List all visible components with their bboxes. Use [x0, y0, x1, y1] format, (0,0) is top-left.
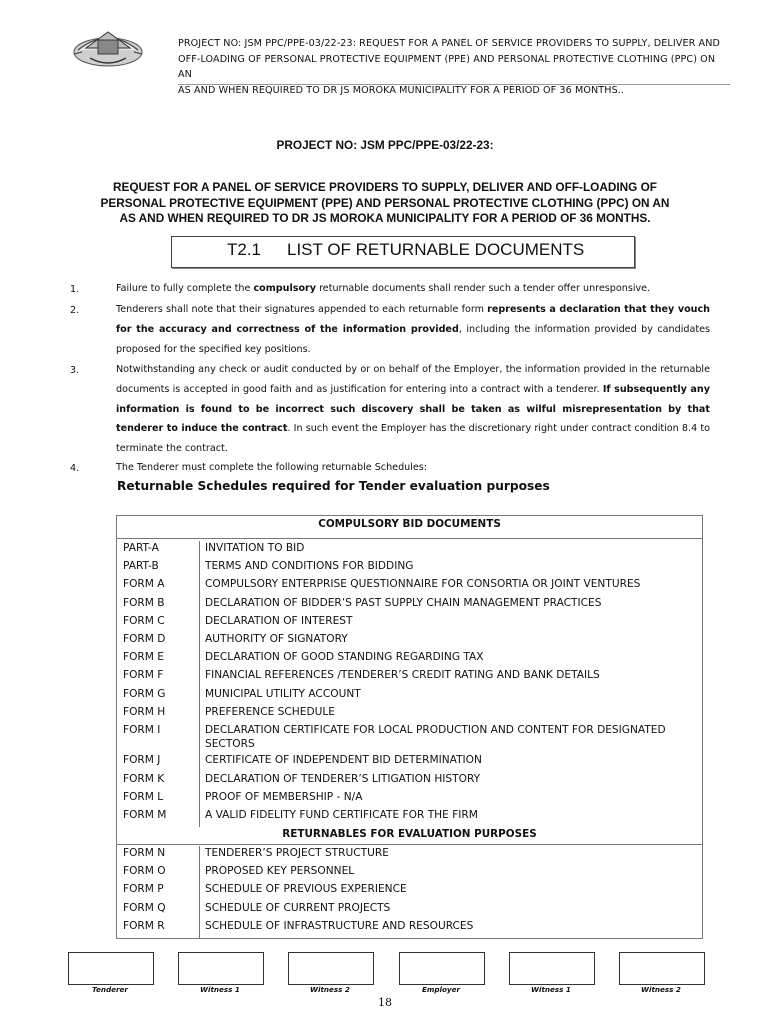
form-description: DECLARATION OF BIDDER’S PAST SUPPLY CHAIN MANAGEMENT PRACTICES — [205, 596, 602, 609]
request-line-1: REQUEST FOR A PANEL OF SERVICE PROVIDERS TO SUPPLY, DELIVER AND OFF-LOADING OF — [112, 180, 658, 194]
form-code: FORM E — [123, 651, 164, 664]
item-text-plain: Failure to fully complete the — [116, 283, 254, 294]
form-code: PART-B — [123, 560, 159, 573]
table-row — [117, 560, 702, 578]
table-row — [117, 809, 702, 827]
form-description: SCHEDULE OF PREVIOUS EXPERIENCE — [205, 883, 407, 896]
form-code: FORM I — [123, 724, 161, 736]
form-description: MUNICIPAL UTILITY ACCOUNT — [205, 687, 361, 700]
returnable-documents-table — [116, 515, 703, 939]
municipality-crest-logo — [68, 22, 148, 72]
table-column-separator — [199, 882, 200, 901]
item-text — [116, 279, 710, 299]
item-text-plain: The Tenderer must complete the following returnable Schedules: — [116, 462, 428, 473]
signature-label: Witness 1 — [531, 985, 571, 994]
table-row — [117, 754, 702, 772]
table-row — [117, 615, 702, 633]
form-code: FORM R — [123, 919, 165, 932]
table-column-separator — [199, 808, 200, 827]
table-row — [117, 902, 702, 920]
form-description: DECLARATION OF INTEREST — [205, 614, 353, 627]
signature-label: Witness 2 — [310, 985, 350, 994]
page-number: 18 — [378, 996, 392, 1009]
form-code: FORM D — [123, 633, 166, 645]
request-line-3: AS AND WHEN REQUIRED TO DR JS MOROKA MUNICIPALITY FOR A PERIOD OF 36 MONTHS. — [119, 211, 651, 225]
signature-label: Employer — [421, 985, 461, 994]
table-row — [117, 847, 702, 865]
item-text — [116, 300, 710, 359]
schedules-heading: Returnable Schedules required for Tender evaluation purposes — [117, 479, 550, 493]
form-code: FORM L — [123, 790, 164, 803]
form-code: FORM K — [123, 772, 165, 785]
form-code: PART-A — [123, 542, 159, 554]
table-row — [117, 578, 702, 596]
item-text — [116, 360, 710, 459]
table-row — [117, 651, 702, 669]
form-description: DECLARATION OF GOOD STANDING REGARDING TAX — [205, 651, 484, 664]
table-row — [117, 688, 702, 706]
item-text-plain: returnable documents shall render such a tender offer unresponsive. — [316, 283, 651, 294]
signature-box[interactable] — [509, 952, 595, 985]
header-rule — [178, 84, 730, 85]
form-code: FORM F — [123, 669, 164, 682]
form-code: FORM N — [123, 847, 166, 859]
form-description: PREFERENCE SCHEDULE — [205, 705, 335, 718]
table-column-separator — [199, 559, 200, 578]
form-description: TERMS AND CONDITIONS FOR BIDDING — [205, 560, 414, 573]
table-column-separator — [199, 753, 200, 772]
table-heading-evaluation: RETURNABLES FOR EVALUATION PURPOSES — [282, 828, 537, 840]
table-column-separator — [199, 901, 200, 920]
table-column-separator — [199, 790, 200, 809]
table-column-separator — [199, 650, 200, 669]
form-description: CERTIFICATE OF INDEPENDENT BID DETERMINATION — [205, 754, 482, 767]
item-number: 1. — [70, 284, 80, 295]
section-title: LIST OF RETURNABLE DOCUMENTS — [287, 240, 585, 259]
form-code: FORM A — [123, 578, 165, 591]
form-code: FORM C — [123, 614, 165, 627]
form-code: FORM G — [123, 687, 166, 700]
signature-box[interactable] — [178, 952, 264, 985]
signature-box[interactable] — [619, 952, 705, 985]
form-description: COMPULSORY ENTERPRISE QUESTIONNAIRE FOR CONSORTIA OR JOINT VENTURES — [205, 578, 641, 591]
header-line-1: PROJECT NO: JSM PPC/PPE-03/22-23: REQUEST FOR A PANEL OF SERVICE PROVIDERS TO SUPPLY, DELIVER AND — [178, 38, 720, 49]
table-row — [117, 920, 702, 938]
item-number: 2. — [70, 305, 80, 316]
table-divider — [117, 844, 702, 845]
table-row — [117, 724, 702, 754]
table-row — [117, 865, 702, 883]
form-code: FORM J — [123, 754, 161, 767]
form-description: PROOF OF MEMBERSHIP - N/A — [205, 790, 363, 803]
form-code: FORM P — [123, 883, 164, 896]
table-row — [117, 791, 702, 809]
table-row — [117, 883, 702, 901]
running-header — [178, 36, 726, 98]
project-number-title: PROJECT NO: JSM PPC/PPE-03/22-23: — [276, 138, 494, 152]
form-description: TENDERER’S PROJECT STRUCTURE — [205, 847, 389, 859]
section-number: T2.1 — [227, 240, 262, 259]
header-line-2: OFF-LOADING OF PERSONAL PROTECTIVE EQUIPMENT (PPE) AND PERSONAL PROTECTIVE CLOTHING (PPC) ON AN — [178, 53, 716, 80]
request-title — [60, 180, 710, 227]
table-column-separator — [199, 919, 200, 938]
table-row — [117, 542, 702, 560]
header-line-3: AS AND WHEN REQUIRED TO DR JS MOROKA MUNICIPALITY FOR A PERIOD OF 36 MONTHS.. — [178, 84, 625, 96]
table-column-separator — [199, 632, 200, 651]
form-description: SCHEDULE OF CURRENT PROJECTS — [205, 901, 391, 914]
item-text-bold: If subsequently any information is found to be incorrect such discovery shall be taken as wilful misrepresentation by that tenderer to induce the contract — [116, 383, 710, 435]
item-text-bold: compulsory — [253, 283, 317, 294]
form-code: FORM M — [123, 809, 167, 821]
section-heading-box — [171, 236, 635, 268]
item-text-plain: , including the information provided by candidates proposed for the specified key positions. — [116, 323, 710, 355]
table-column-separator — [199, 846, 200, 865]
form-code: FORM H — [123, 705, 166, 718]
form-description: FINANCIAL REFERENCES /TENDERER’S CREDIT RATING AND BANK DETAILS — [205, 669, 600, 682]
table-column-separator — [199, 577, 200, 596]
form-description: AUTHORITY OF SIGNATORY — [205, 633, 348, 645]
form-description: SCHEDULE OF INFRASTRUCTURE AND RESOURCES — [205, 919, 474, 932]
table-column-separator — [199, 668, 200, 687]
signature-box[interactable] — [288, 952, 374, 985]
form-code: FORM B — [123, 596, 165, 609]
form-description: DECLARATION OF TENDERER’S LITIGATION HISTORY — [205, 772, 481, 785]
form-description: DECLARATION CERTIFICATE FOR LOCAL PRODUCTION AND CONTENT FOR DESIGNATED SECTORS — [205, 724, 666, 750]
item-number: 3. — [70, 365, 80, 376]
table-divider — [117, 538, 702, 539]
table-column-separator — [199, 614, 200, 633]
item-text-plain: Tenderers shall note that their signatures appended to each returnable form — [116, 304, 488, 315]
form-description: PROPOSED KEY PERSONNEL — [205, 865, 355, 878]
signature-box[interactable] — [399, 952, 485, 985]
table-row — [117, 633, 702, 651]
table-row — [117, 706, 702, 724]
signature-label: Witness 1 — [200, 985, 240, 994]
form-code: FORM O — [123, 865, 166, 878]
table-column-separator — [199, 705, 200, 724]
form-description: A VALID FIDELITY FUND CERTIFICATE FOR THE FIRM — [205, 809, 478, 821]
form-description: INVITATION TO BID — [205, 542, 305, 554]
table-row — [117, 773, 702, 791]
item-text — [116, 458, 710, 478]
table-column-separator — [199, 541, 200, 560]
item-text-plain: Notwithstanding any check or audit conducted by or on behalf of the Employer, the information provided in the returnable documents is accepted in good faith and as justification for entering into a contract with a tenderer. — [116, 364, 710, 395]
form-code: FORM Q — [123, 901, 166, 914]
signature-label: Tenderer — [92, 985, 128, 994]
item-text-plain: . In such event the Employer has the discretionary right under contract condition 8.4 to terminate the contract. — [116, 423, 710, 455]
table-column-separator — [199, 864, 200, 883]
table-column-separator — [199, 596, 200, 615]
table-column-separator — [199, 723, 200, 754]
table-row — [117, 669, 702, 687]
table-column-separator — [199, 687, 200, 706]
request-line-2: PERSONAL PROTECTIVE EQUIPMENT (PPE) AND PERSONAL PROTECTIVE CLOTHING (PPC) ON AN — [100, 195, 670, 210]
table-heading-compulsory: COMPULSORY BID DOCUMENTS — [318, 518, 501, 530]
item-text-bold: represents a declaration that they vouch for the accuracy and correctness of the information provided — [116, 304, 711, 335]
signature-label: Witness 2 — [641, 985, 681, 994]
signature-box[interactable] — [68, 952, 154, 985]
table-column-separator — [199, 772, 200, 791]
table-row — [117, 597, 702, 615]
item-number: 4. — [70, 463, 80, 474]
